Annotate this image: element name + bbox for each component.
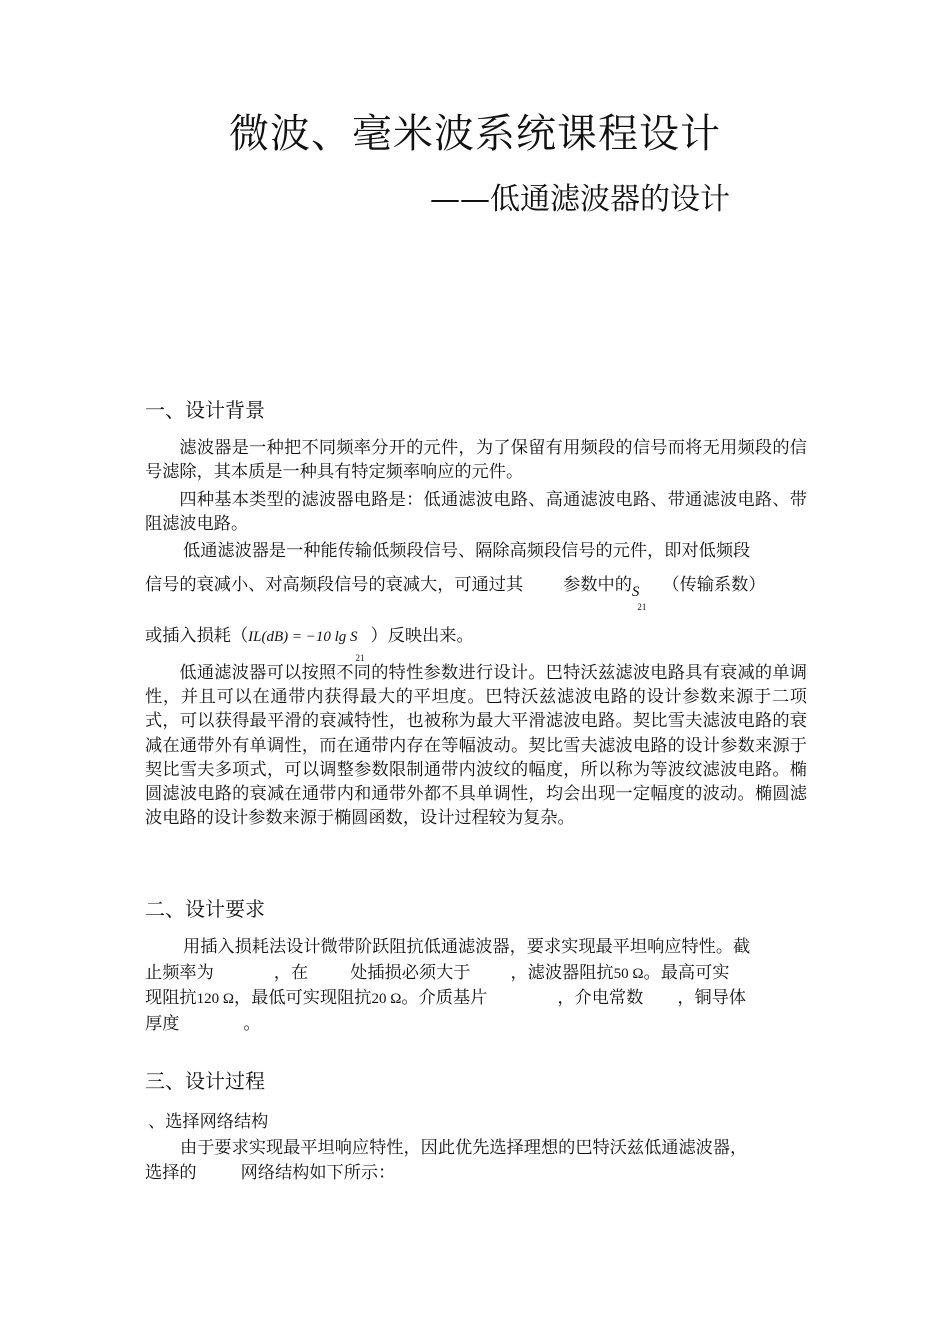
requirements-line-2 bbox=[145, 961, 729, 986]
section-heading-requirements: 二、设计要求 bbox=[145, 897, 265, 921]
process-line-1: 由于要求实现最平坦响应特性，因此优先选择理想的巴特沃兹低通滤波器， bbox=[180, 1138, 748, 1158]
background-paragraph-4: 低通滤波器可以按照不同的特性参数进行设计。巴特沃兹滤波电路具有衰减的单调性，并且可以在通带内获得最大的平坦度。巴特沃兹滤波电路的设计参数来源于二项式，可以获得最平滑的衰减特性，也被称为最大平滑滤波电路。契比雪夫滤波电路的衰减在通带外有单调性，而在通带内存在等幅波动。契比雪夫滤波电路的设计参数来源于契比雪夫多项式，可以调整参数限制通带内波纹的幅度，所以称为等波纹滤波电路。椭圆滤波电路的衰减在通带内和通带外都不具单调性，均会出现一定幅度的波动。椭圆滤波电路的设计参数来源于椭圆函数，设计过程较为复杂。 bbox=[145, 663, 807, 829]
requirements-line-3 bbox=[145, 986, 746, 1011]
text-segment: 参数中的 bbox=[563, 575, 632, 595]
process-line-2 bbox=[145, 1161, 395, 1185]
text-segment: ，最低可实现阻抗 bbox=[233, 988, 372, 1008]
document-subtitle: ——低通滤波器的设计 bbox=[430, 182, 730, 217]
background-paragraph-1: 滤波器是一种把不同频率分开的元件，为了保留有用频段的信号而将无用频段的信号滤除，其本质是一种具有特定频率响应的元件。 bbox=[145, 438, 807, 483]
background-paragraph-3-line-1: 低通滤波器是一种能传输低频段信号、隔除高频段信号的元件，即对低频段 bbox=[183, 541, 751, 561]
requirements-line-4 bbox=[145, 1012, 261, 1036]
section-heading-background: 一、设计背景 bbox=[145, 398, 265, 422]
text-segment: 。最高可实 bbox=[643, 963, 730, 983]
max-impedance-value: 120 Ω bbox=[196, 991, 234, 1007]
background-paragraph-2: 四种基本类型的滤波器电路是：低通滤波电路、高通滤波电路、带通滤波电路、带阻滤波电路。 bbox=[145, 490, 807, 535]
min-impedance-value: 20 Ω bbox=[371, 991, 402, 1007]
text-segment: ）反映出来。 bbox=[370, 626, 474, 646]
text-segment: 。 bbox=[243, 1014, 261, 1034]
s-parameter-subscript: 21 bbox=[637, 602, 647, 612]
text-segment: 选择的 bbox=[145, 1163, 197, 1183]
text-segment: ，铜导体 bbox=[677, 988, 747, 1008]
formula-subscript: 21 bbox=[355, 653, 365, 663]
impedance-value: 50 Ω bbox=[613, 966, 644, 982]
text-segment: 厚度 bbox=[145, 1014, 180, 1034]
text-segment: ，介电常数 bbox=[557, 988, 644, 1008]
text-segment: 或插入损耗（ bbox=[145, 626, 249, 646]
requirements-line-1: 用插入损耗法设计微带阶跃阻抗低通滤波器，要求实现最平坦响应特性。截 bbox=[183, 937, 751, 957]
process-subheading-network: 、选择网络结构 bbox=[148, 1112, 269, 1132]
text-segment: 止频率为 bbox=[145, 963, 214, 983]
insertion-loss-formula: IL(dB) = −10 lg S bbox=[248, 629, 358, 645]
section-heading-process: 三、设计过程 bbox=[145, 1069, 265, 1093]
text-segment: ，滤波器阻抗 bbox=[510, 963, 614, 983]
text-segment: 。介质基片 bbox=[401, 988, 488, 1008]
text-segment: （传输系数） bbox=[662, 575, 766, 595]
text-segment: 现阻抗 bbox=[145, 988, 197, 1008]
text-segment: ，在 bbox=[273, 963, 309, 983]
text-segment: 处插损必须大于 bbox=[350, 963, 471, 983]
background-paragraph-3-line-3 bbox=[145, 624, 474, 663]
background-paragraph-3-line-2 bbox=[145, 573, 766, 612]
text-segment: 信号的衰减小、对高频段信号的衰减大，可通过其 bbox=[145, 575, 524, 595]
text-segment: 网络结构如下所示： bbox=[240, 1163, 396, 1183]
document-title: 微波、毫米波系统课程设计 bbox=[229, 111, 721, 157]
s-parameter-symbol: S bbox=[631, 584, 640, 600]
